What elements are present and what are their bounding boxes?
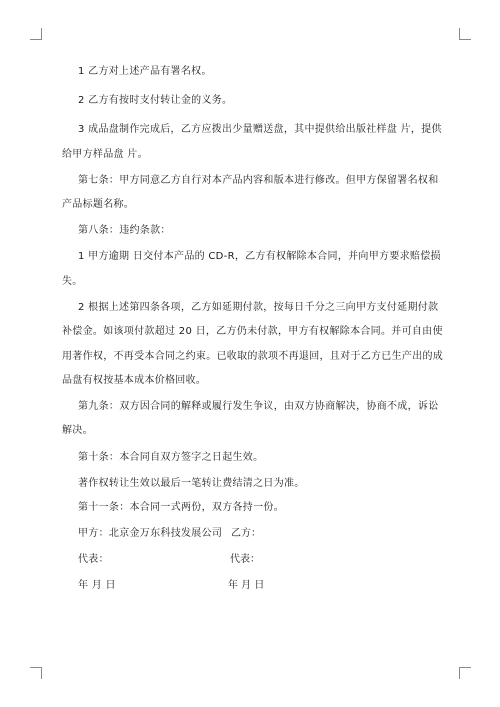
article-9: 第九条：双方因合同的解释或履行发生争议，由双方协商解决，协商不成，诉讼 bbox=[78, 401, 439, 412]
article-10-note: 著作权转让生效以最后一笔转让费结清之日为准。 bbox=[78, 478, 305, 489]
crop-mark-top-left bbox=[30, 28, 42, 40]
crop-mark-bottom-left bbox=[30, 667, 42, 679]
party-a-name: 甲方：北京金万东科技发展公司 bbox=[78, 528, 223, 539]
article-7-cont: 产品标题名称。 bbox=[62, 199, 135, 210]
party-b-date: 年 月 日 bbox=[228, 580, 265, 591]
article-8-heading: 第八条：违约条款： bbox=[78, 225, 171, 236]
crop-mark-top-right bbox=[459, 28, 471, 40]
clause-text: 1 甲方逾期 日交付本产品的 CD-R，乙方有权解除本合同，并向甲方要求赔偿损 bbox=[78, 251, 441, 262]
clause-text: 1 乙方对上述产品有署名权。 bbox=[78, 66, 212, 77]
clause-text: 用著作权，不再受本合同之约束。已收取的款项不再退回，且对于乙方已生产出的成 bbox=[62, 351, 444, 362]
party-a-representative: 代表： bbox=[78, 554, 109, 565]
party-a-date: 年 月 日 bbox=[78, 580, 116, 591]
article-7: 第七条：甲方同意乙方自行对本产品内容和版本进行修改。但甲方保留署名权和 bbox=[78, 175, 439, 186]
article-11: 第十一条：本合同一式两份，双方各持一份。 bbox=[78, 502, 284, 513]
crop-mark-bottom-right bbox=[459, 667, 471, 679]
clause-text: 2 乙方有按时支付转让金的义务。 bbox=[78, 95, 233, 106]
article-10: 第十条：本合同自双方签字之日起生效。 bbox=[78, 452, 264, 463]
clause-text: 失。 bbox=[62, 276, 83, 287]
article-9-cont: 解决。 bbox=[62, 425, 93, 436]
party-b-representative: 代表： bbox=[230, 554, 260, 565]
clause-text: 补偿金。如该项付款超过 20 日，乙方仍未付款，甲方有权解除本合同。并可自由使 bbox=[62, 326, 443, 337]
party-b-name: 乙方： bbox=[231, 528, 261, 539]
clause-text: 3 成品盘制作完成后，乙方应拨出少量赠送盘，其中提供给出版社样盘 片，提供 bbox=[78, 124, 442, 135]
clause-text: 2 根据上述第四条各项，乙方如延期付款，按每日千分之三向甲方支付延期付款 bbox=[78, 302, 439, 313]
clause-text: 品盘有权按基本成本价格回收。 bbox=[62, 375, 207, 386]
clause-text: 给甲方样品盘 片。 bbox=[62, 149, 148, 160]
